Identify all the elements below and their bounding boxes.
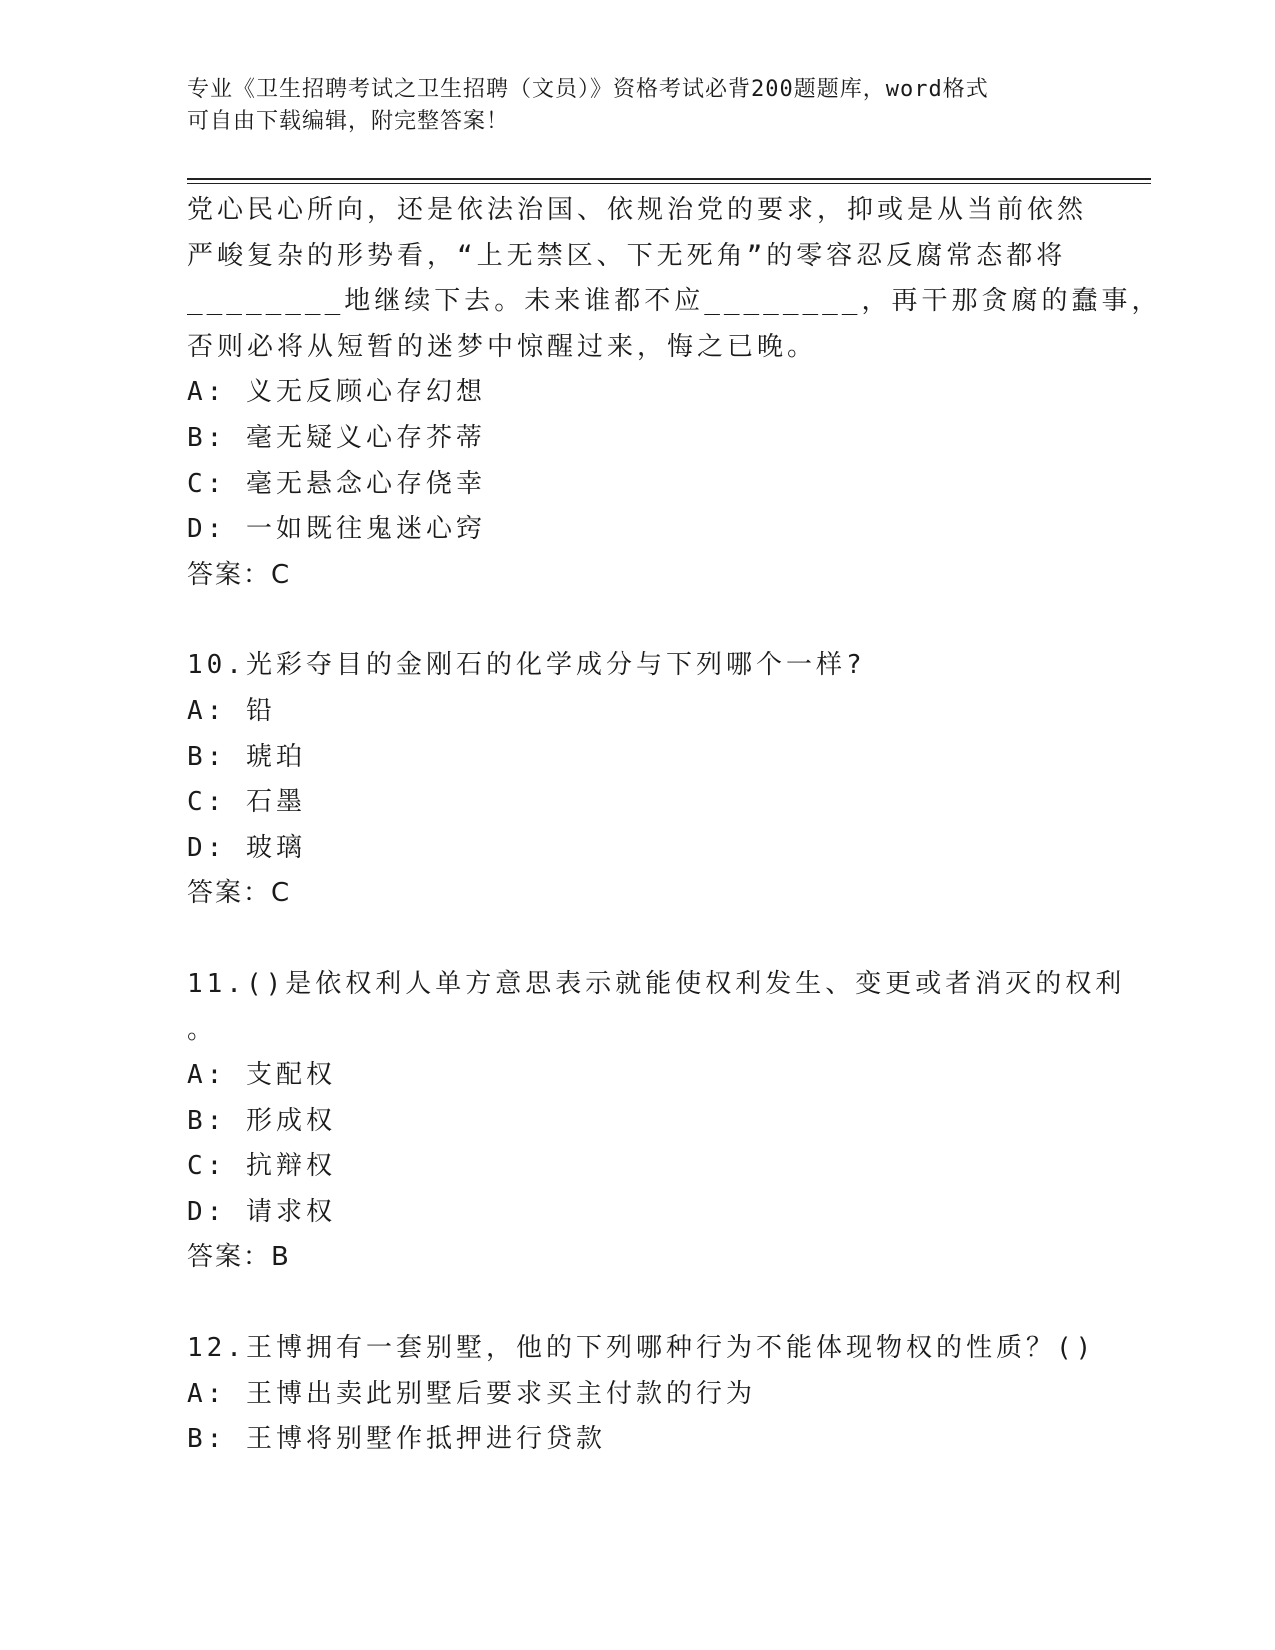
- question-stem-line: 党心民心所向，还是依法治国、依规治党的要求，抑或是从当前依然: [187, 195, 1088, 225]
- question-11: [187, 962, 1126, 1281]
- header-line-1: 专业《卫生招聘考试之卫生招聘（文员）》资格考试必背200题题库，word格式: [187, 77, 989, 102]
- answer-line: 答案：B: [187, 1242, 291, 1273]
- option-b: B: 琥珀: [187, 741, 306, 772]
- question-stem-line: 否则必将从短暂的迷梦中惊醒过来，悔之已晚。: [187, 331, 818, 362]
- question-list: [187, 188, 1162, 1463]
- option-c: C: 石墨: [187, 787, 306, 818]
- answer-line: 答案：C: [187, 878, 292, 909]
- header-divider-thin: [187, 183, 1151, 184]
- option-b: B: 形成权: [187, 1105, 336, 1136]
- option-d: D: 请求权: [187, 1196, 336, 1227]
- option-a: A: 王博出卖此别墅后要求买主付款的行为: [187, 1378, 756, 1409]
- question-stem-line: 严峻复杂的形势看，“上无禁区、下无死角”的零容忍反腐常态都将: [187, 240, 1067, 271]
- question-stem-line: 12.王博拥有一套别墅，他的下列哪种行为不能体现物权的性质？(): [187, 1333, 1096, 1364]
- option-a: A: 义无反顾心存幻想: [187, 377, 486, 408]
- answer-line: 答案：C: [187, 559, 292, 590]
- question-stem-line: ________地继续下去。未来谁都不应________，再干那贪腐的蠢事，: [187, 286, 1162, 317]
- question-stem-line: 。: [187, 1014, 218, 1045]
- option-b: B: 毫无疑义心存芥蒂: [187, 422, 486, 453]
- option-d: D: 玻璃: [187, 832, 306, 863]
- question-12: [187, 1326, 1096, 1463]
- header-line-2: 可自由下载编辑，附完整答案！: [187, 109, 510, 134]
- option-b: B: 王博将别墅作抵押进行贷款: [187, 1424, 606, 1455]
- document-header: [187, 74, 1087, 138]
- question-stem-line: 11.()是依权利人单方意思表示就能使权利发生、变更或者消灭的权利: [187, 968, 1126, 999]
- option-c: C: 抗辩权: [187, 1151, 336, 1182]
- question-stem-line: 10.光彩夺目的金刚石的化学成分与下列哪个一样?: [187, 650, 866, 681]
- option-c: C: 毫无悬念心存侥幸: [187, 468, 486, 499]
- option-a: A: 铅: [187, 695, 276, 726]
- option-a: A: 支配权: [187, 1060, 336, 1091]
- option-d: D: 一如既往鬼迷心窍: [187, 514, 486, 545]
- header-divider-thick: [187, 178, 1151, 180]
- question-9: [187, 188, 1162, 598]
- question-10: [187, 643, 1087, 917]
